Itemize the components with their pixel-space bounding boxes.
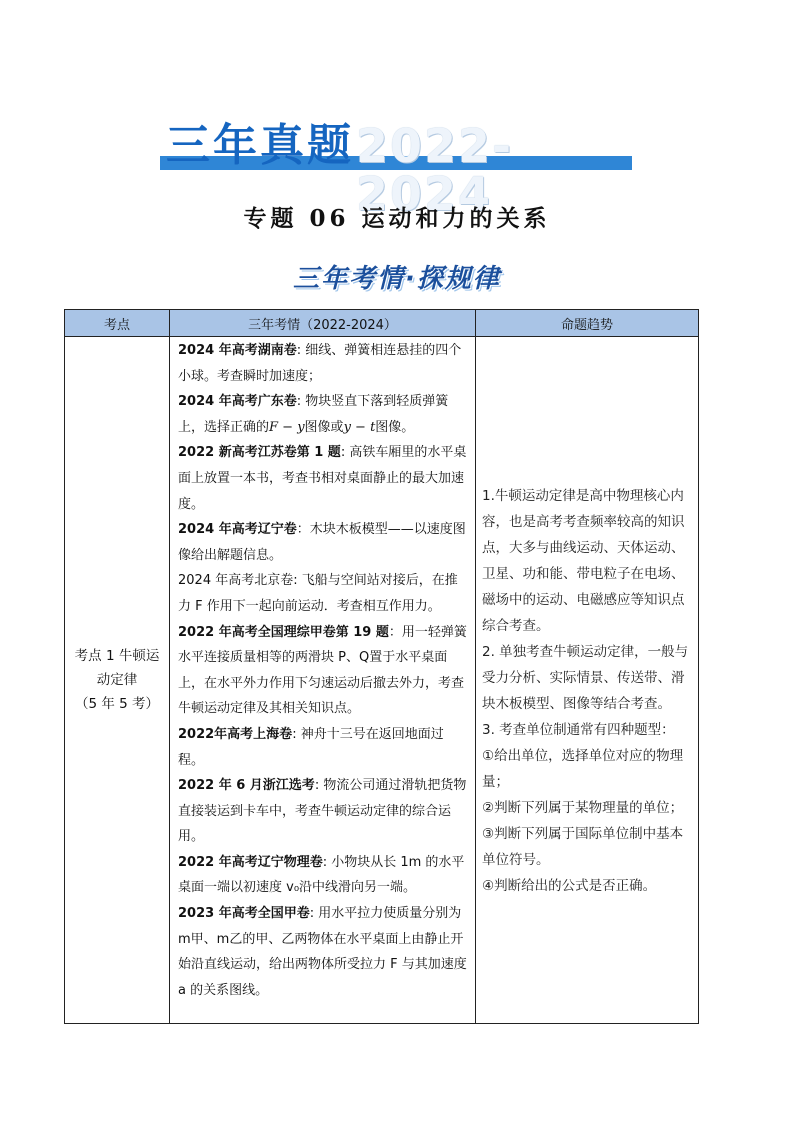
header-kaodian: 考点: [65, 310, 170, 337]
table-row: [65, 337, 699, 1024]
trend-paragraph: 3. 考查单位制通常有四种题型：: [482, 722, 675, 738]
list-item: 2023 年高考全国甲卷: 用水平拉力使质量分别为 m甲、m乙的甲、乙两物体在水平桌面上由静止开始沿直线运动，给出两物体所受拉力 F 与其加速度 a 的关系图线。: [178, 906, 467, 998]
topic-subtitle: 专题 06 运动和力的关系: [243, 205, 551, 232]
kaodian-line: 动定律: [96, 672, 138, 688]
formula-y-t: y − t: [343, 419, 376, 435]
trend-paragraph: ①给出单位，选择单位对应的物理量；: [482, 748, 684, 790]
list-item: 2024 年高考辽宁卷：木块木板模型——以速度图像给出解题信息。: [178, 522, 466, 563]
formula-f-y: F − y: [269, 419, 305, 435]
banner-title-cn: 三年真题: [166, 120, 354, 171]
list-item: 2022 新高考江苏卷第 1 题: 高铁车厢里的水平桌面上放置一本书，考查书相对桌面静止的最大加速度。: [178, 445, 467, 512]
exam-table: [64, 309, 699, 1024]
header-kaoqing: 三年考情（2022-2024）: [170, 310, 476, 337]
list-item: 2022 年高考辽宁物理卷: 小物块从长 1m 的水平桌面一端以初速度 v₀沿中线滑向另一端。: [178, 854, 465, 896]
list-item: 2024 年高考广东卷: 物块竖直下落到轻质弹簧上，选择正确的F − y图像或y − t图像。: [178, 394, 449, 435]
qushi-cell: [476, 337, 699, 1024]
list-item: 2022 年高考全国理综甲卷第 19 题：用一轻弹簧水平连接质量相等的两滑块 P、Q置于水平桌面上，在水平外力作用下匀速运动后撤去外力，考查牛顿运动定律及其相关知识点。: [178, 624, 467, 717]
list-item: 2022年高考上海卷: 神舟十三号在返回地面过程。: [178, 726, 444, 768]
kaodian-line: 考点 1 牛顿运: [74, 648, 160, 664]
list-item: 2024 年高考湖南卷: 细线、弹簧相连悬挂的四个小球。考查瞬时加速度；: [178, 343, 462, 384]
kaodian-cell: [65, 337, 170, 1024]
kaodian-line: （5 年 5 考）: [74, 696, 160, 712]
trend-paragraph: 1.牛顿运动定律是高中物理核心内容，也是高考考查频率较高的知识点，大多与曲线运动、天体运动、卫星、功和能、带电粒子在电场、磁场中的运动、电磁感应等知识点综合考查。: [482, 488, 685, 634]
trend-paragraph: ②判断下列属于某物理量的单位；: [482, 800, 684, 816]
kaoqing-cell: [170, 337, 476, 1024]
section-title: 三年考情·探规律: [293, 264, 501, 294]
trend-paragraph: ④判断给出的公式是否正确。: [482, 878, 657, 894]
header-qushi: 命题趋势: [476, 310, 699, 337]
table-header-row: [65, 310, 699, 337]
list-item: 2022 年 6 月浙江选考: 物流公司通过滑轨把货物直接装运到卡车中，考查牛顿运动定律的综合运用。: [178, 778, 467, 845]
trend-paragraph: ③判断下列属于国际单位制中基本单位符号。: [482, 826, 684, 868]
banner-title-years: 2022-2024: [356, 119, 514, 221]
list-item: 2024 年高考北京卷: 飞船与空间站对接后，在推力 F 作用下一起向前运动．考查相互作用力。: [178, 573, 458, 614]
trend-paragraph: 2. 单独考查牛顿运动定律，一般与受力分析、实际情景、传送带、滑块木板模型、图像等结合考查。: [482, 644, 689, 712]
